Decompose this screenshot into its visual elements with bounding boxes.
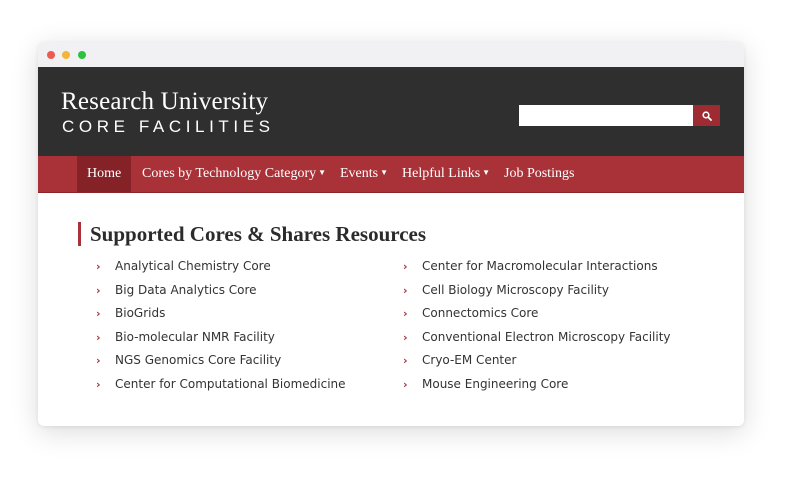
chevron-right-icon: › — [96, 283, 101, 297]
cores-list-right — [403, 255, 671, 396]
list-item[interactable] — [96, 349, 346, 373]
list-item[interactable] — [96, 255, 346, 279]
nav-item-label: Cores by Technology Category — [142, 166, 317, 181]
caret-down-icon: ▼ — [380, 168, 389, 177]
list-item[interactable] — [96, 279, 346, 303]
search-icon — [702, 111, 712, 121]
core-link[interactable]: Bio-molecular NMR Facility — [115, 329, 275, 344]
list-item[interactable] — [403, 279, 671, 303]
chevron-right-icon: › — [96, 354, 101, 367]
nav-item-label: Events — [340, 166, 379, 181]
core-link[interactable]: Analytical Chemistry Core — [115, 259, 271, 273]
site-header — [38, 67, 744, 156]
chevron-right-icon: › — [403, 260, 408, 273]
nav-item-home[interactable] — [77, 156, 131, 192]
chevron-right-icon: › — [96, 377, 101, 391]
core-link[interactable]: NGS Genomics Core Facility — [115, 353, 282, 367]
list-item[interactable] — [96, 326, 346, 350]
window-titlebar — [38, 42, 744, 67]
nav-item-label: Helpful Links — [402, 166, 481, 181]
site-subtitle[interactable]: CORE FACILITIES — [62, 117, 275, 136]
list-item[interactable] — [403, 326, 671, 350]
caret-down-icon: ▼ — [318, 168, 327, 177]
search-button[interactable] — [693, 105, 720, 126]
core-link[interactable]: Mouse Engineering Core — [422, 376, 569, 391]
core-link[interactable]: BioGrids — [115, 306, 166, 320]
list-item[interactable] — [96, 302, 346, 326]
nav-item-label: Home — [87, 166, 122, 181]
caret-down-icon: ▼ — [482, 168, 491, 177]
list-item[interactable] — [403, 373, 671, 397]
list-item[interactable] — [403, 302, 671, 326]
nav-item-job-postings[interactable] — [504, 156, 574, 192]
chevron-right-icon: › — [96, 260, 101, 273]
main-nav — [38, 156, 744, 193]
core-link[interactable]: Cell Biology Microscopy Facility — [422, 282, 609, 297]
nav-item-cores-by-technology[interactable] — [142, 156, 326, 192]
list-item[interactable] — [403, 349, 671, 373]
core-link[interactable]: Big Data Analytics Core — [115, 282, 257, 297]
close-window-button[interactable] — [47, 51, 55, 59]
browser-window — [38, 42, 744, 426]
core-link[interactable]: Connectomics Core — [422, 306, 539, 320]
search-input[interactable] — [519, 105, 693, 126]
nav-item-events[interactable] — [340, 156, 388, 192]
chevron-right-icon: › — [403, 377, 408, 391]
chevron-right-icon: › — [403, 283, 408, 297]
minimize-window-button[interactable] — [62, 51, 70, 59]
cores-list-left — [96, 255, 346, 396]
core-link[interactable]: Cryo-EM Center — [422, 353, 517, 367]
nav-item-helpful-links[interactable] — [402, 156, 490, 192]
chevron-right-icon: › — [96, 307, 101, 320]
chevron-right-icon: › — [96, 330, 101, 344]
chevron-right-icon: › — [403, 354, 408, 367]
site-title[interactable]: Research University — [61, 88, 269, 115]
list-item[interactable] — [403, 255, 671, 279]
maximize-window-button[interactable] — [78, 51, 86, 59]
nav-item-label: Job Postings — [504, 166, 575, 181]
list-item[interactable] — [96, 373, 346, 397]
page-title: Supported Cores & Shares Resources — [78, 222, 426, 246]
chevron-right-icon: › — [403, 330, 408, 344]
core-link[interactable]: Center for Macromolecular Interactions — [422, 259, 658, 273]
chevron-right-icon: › — [403, 307, 408, 320]
core-link[interactable]: Center for Computational Biomedicine — [115, 376, 346, 391]
core-link[interactable]: Conventional Electron Microscopy Facility — [422, 329, 671, 344]
